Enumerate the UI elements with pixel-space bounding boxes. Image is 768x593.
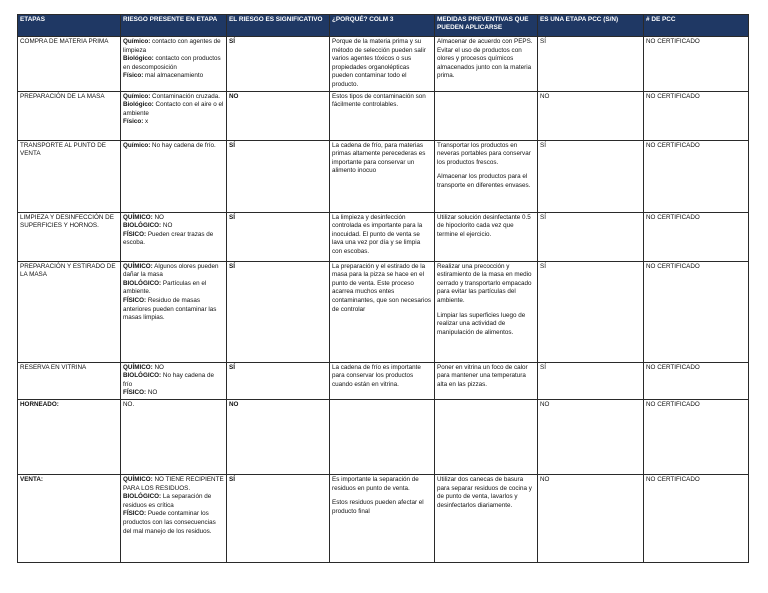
etapa-cell: TRANSPORTE AL PUNTO DE VENTA (18, 140, 121, 212)
etapa-cell: RESERVA EN VITRINA (18, 362, 121, 399)
riesgo-text: No hay cadena de frío (123, 372, 215, 388)
riesgo-line (123, 222, 224, 231)
header-row (18, 15, 749, 37)
medidas-text: Utilizar solución desinfectante 0.5 de hipoclorito cada vez que termine el ejercicio. (437, 213, 531, 238)
riesgo-text: NO TIENE RECIPIENTE PARA LOS RESIDUOS. (123, 475, 224, 492)
riesgo-cell (121, 474, 227, 562)
porque-text: Es importante la separación de residuos en punto de venta. (332, 475, 419, 492)
significativo-cell: SÍ (227, 261, 330, 362)
num-pcc-cell: NO CERTIFICADO (644, 362, 749, 399)
medidas-text: Realizar una precocción y estiramiento de la masa en medio cerrado y transportarlo empacado para evitar las partículas del ambiente. (437, 262, 532, 304)
riesgo-label: Físico: (123, 118, 144, 126)
medidas-cell (435, 474, 538, 562)
significativo-cell: SÍ (227, 362, 330, 399)
riesgo-text: NO (147, 389, 158, 397)
pcc-cell: SÍ (538, 140, 644, 212)
medidas-text: Limpiar las superficies luego de realizar una actividad de manipulación de alimentos. (437, 311, 526, 336)
medidas-text: Almacenar de acuerdo con PEPS. Evitar el uso de productos con olores y procesos químicos almacenados junto con la materia prima. (437, 38, 533, 80)
riesgo-label: QUÍMICO: (123, 363, 153, 371)
medidas-text: Transportar los productos en neveras portables para conservar los productos frescos. (437, 141, 531, 166)
riesgo-line (123, 93, 224, 102)
riesgo-label: QUÍMICO: (123, 213, 153, 221)
num-pcc-cell: NO CERTIFICADO (644, 212, 749, 261)
riesgo-text: Residuo de masas anteriores pueden contaminar las masas limpias. (123, 296, 217, 322)
porque-text: Estos residuos pueden afectar el producto final (332, 499, 424, 515)
significativo-cell: NO (227, 91, 330, 140)
riesgo-label: FÍSICO: (123, 510, 147, 518)
medidas-cell (435, 37, 538, 92)
riesgo-line (123, 38, 224, 55)
significativo-cell: SÍ (227, 474, 330, 562)
significativo-cell: SÍ (227, 37, 330, 92)
riesgo-text: NO (162, 222, 173, 230)
riesgo-label: FÍSICO: (123, 296, 147, 304)
pcc-cell: NO (538, 474, 644, 562)
medidas-cell (435, 91, 538, 140)
riesgo-text: Algunos olores pueden dañar la masa (123, 262, 219, 279)
riesgo-label: Biológico: (123, 101, 154, 109)
porque-cell (330, 399, 435, 474)
riesgo-line (123, 72, 224, 81)
table-row (18, 399, 749, 474)
riesgo-text: La separación de residuos es crítica (123, 493, 212, 509)
riesgo-text: Pueden crear trazas de escoba. (123, 230, 214, 247)
riesgo-text: Puede contaminar los productos con las consecuencias del mal manejo de los residuos. (123, 510, 216, 535)
haccp-table (17, 14, 749, 563)
riesgo-label: Químico: (123, 92, 151, 100)
porque-cell (330, 140, 435, 212)
riesgo-text: mal almacenamiento (145, 72, 204, 80)
medidas-cell (435, 362, 538, 399)
riesgo-line (123, 297, 224, 323)
riesgo-cell (121, 140, 227, 212)
pcc-cell: NO (538, 399, 644, 474)
medidas-text: Utilizar dos canecas de basura para separar residuos de cocina y de punto de venta, lavarlos y desinfectarlos diariamente. (437, 475, 532, 509)
porque-cell (330, 261, 435, 362)
riesgo-label: Químico: (123, 141, 151, 149)
riesgo-cell (121, 399, 227, 474)
riesgo-label: Físico: (123, 72, 144, 80)
etapa-cell: PREPARACIÓN Y ESTIRADO DE LA MASA (18, 261, 121, 362)
etapa-cell: VENTA: (18, 474, 121, 562)
porque-text: La cadena de frío es importante para conservar los productos cuando están en vitrina. (332, 363, 421, 388)
etapa-cell: LIMPIEZA Y DESINFECCIÓN DE SUPERFICIES Y HORNOS. (18, 212, 121, 261)
riesgo-line (123, 493, 224, 510)
pcc-cell: SÍ (538, 37, 644, 92)
porque-cell (330, 474, 435, 562)
riesgo-label: Químico: (123, 38, 151, 45)
riesgo-line (123, 101, 224, 118)
etapa-cell: PREPARACIÓN DE LA MASA (18, 91, 121, 140)
porque-text: Porque de la materia prima y su método de selección pueden salir varios agentes tóxicos o sus propiedades organolépticas pueden contaminar todo el producto. (332, 38, 426, 88)
pcc-cell: SÍ (538, 212, 644, 261)
riesgo-label: QUÍMICO: (123, 262, 153, 270)
num-pcc-cell: NO CERTIFICADO (644, 261, 749, 362)
riesgo-label: BIOLÓGICO: (123, 279, 162, 287)
riesgo-line (123, 231, 224, 248)
riesgo-line (123, 389, 224, 398)
pcc-cell: SÍ (538, 362, 644, 399)
medidas-cell (435, 140, 538, 212)
significativo-cell: SÍ (227, 140, 330, 212)
riesgo-label: BIOLÓGICO: (123, 372, 162, 380)
medidas-text: Poner en vitrina un foco de calor para mantener una temperatura alta en las pizzas. (437, 363, 528, 388)
num-pcc-cell: NO CERTIFICADO (644, 140, 749, 212)
riesgo-text: contacto con productos en descomposición (123, 55, 221, 71)
medidas-cell (435, 399, 538, 474)
riesgo-text: NO. (123, 400, 135, 408)
header-porque: ¿PORQUÉ? COLM 3 (330, 15, 435, 37)
etapa-cell: COMPRA DE MATERIA PRIMA (18, 37, 121, 92)
porque-text: Estos tipos de contaminación son fácilmente controlables. (332, 92, 426, 109)
riesgo-text: No hay cadena de frío. (152, 141, 216, 149)
riesgo-line (123, 118, 224, 127)
table-row (18, 474, 749, 562)
table-row (18, 261, 749, 362)
table-row (18, 91, 749, 140)
header-etapas: ETAPAS (18, 15, 121, 37)
riesgo-text: Contacto con el aire o el ambiente (123, 101, 224, 117)
header-num-pcc: # DE PCC (644, 15, 749, 37)
riesgo-text: NO (154, 213, 164, 221)
riesgo-text: contacto con agentes de limpieza (123, 38, 221, 54)
riesgo-label: FÍSICO: (123, 230, 147, 238)
num-pcc-cell: NO CERTIFICADO (644, 91, 749, 140)
riesgo-cell (121, 37, 227, 92)
riesgo-cell (121, 261, 227, 362)
riesgo-line (123, 55, 224, 72)
riesgo-line (123, 372, 224, 389)
table-row (18, 212, 749, 261)
riesgo-line (123, 401, 224, 410)
medidas-cell (435, 212, 538, 261)
medidas-cell (435, 261, 538, 362)
riesgo-label: Biológico: (123, 55, 154, 63)
riesgo-label: BIOLÓGICO: (123, 222, 162, 230)
significativo-cell: SÍ (227, 212, 330, 261)
medidas-text: Almacenar los productos para el transporte en diferentes envases. (437, 173, 531, 189)
riesgo-line (123, 476, 224, 493)
num-pcc-cell: NO CERTIFICADO (644, 399, 749, 474)
pcc-cell: SÍ (538, 261, 644, 362)
riesgo-cell (121, 362, 227, 399)
riesgo-label: BIOLÓGICO: (123, 493, 162, 501)
riesgo-text: Partículas en el ambiente. (123, 279, 207, 296)
riesgo-label: FÍSICO: (123, 389, 147, 397)
header-riesgo: RIESGO PRESENTE EN ETAPA (121, 15, 227, 37)
riesgo-line (123, 214, 224, 223)
riesgo-text: x (145, 118, 149, 126)
table-row (18, 362, 749, 399)
riesgo-line (123, 364, 224, 373)
riesgo-line (123, 263, 224, 280)
header-significativo: EL RIESGO ES SIGNIFICATIVO (227, 15, 330, 37)
porque-text: La preparación y el estirado de la masa para la pizza se hace en el punto de venta. Este proceso acarrea muchos entes contaminantes, que son necesarios de controlar (332, 262, 432, 313)
num-pcc-cell: NO CERTIFICADO (644, 37, 749, 92)
table-row (18, 140, 749, 212)
num-pcc-cell: NO CERTIFICADO (644, 474, 749, 562)
porque-text: La limpieza y desinfección controlada es importante para la inocuidad. El punto de venta se lava una vez por día y se limpia con escobas. (332, 213, 423, 255)
riesgo-line (123, 510, 224, 536)
riesgo-line (123, 142, 224, 151)
riesgo-text: NO (154, 363, 164, 371)
riesgo-cell (121, 212, 227, 261)
porque-cell (330, 362, 435, 399)
significativo-cell: NO (227, 399, 330, 474)
header-pcc: ES UNA ETAPA PCC (S/N) (538, 15, 644, 37)
porque-text: La cadena de frío, para materias primas altamente perecederas es importante para conservar un alimento inocuo (332, 141, 426, 175)
riesgo-text: Contaminación cruzada. (152, 92, 220, 100)
pcc-cell: NO (538, 91, 644, 140)
riesgo-label: QUÍMICO: (123, 475, 153, 483)
table-row (18, 37, 749, 92)
porque-cell (330, 37, 435, 92)
etapa-cell: HORNEADO: (18, 399, 121, 474)
porque-cell (330, 91, 435, 140)
porque-cell (330, 212, 435, 261)
header-medidas: MEDIDAS PREVENTIVAS QUE PUEDEN APLICARSE (435, 15, 538, 37)
table-body (18, 37, 749, 563)
riesgo-line (123, 280, 224, 297)
riesgo-cell (121, 91, 227, 140)
